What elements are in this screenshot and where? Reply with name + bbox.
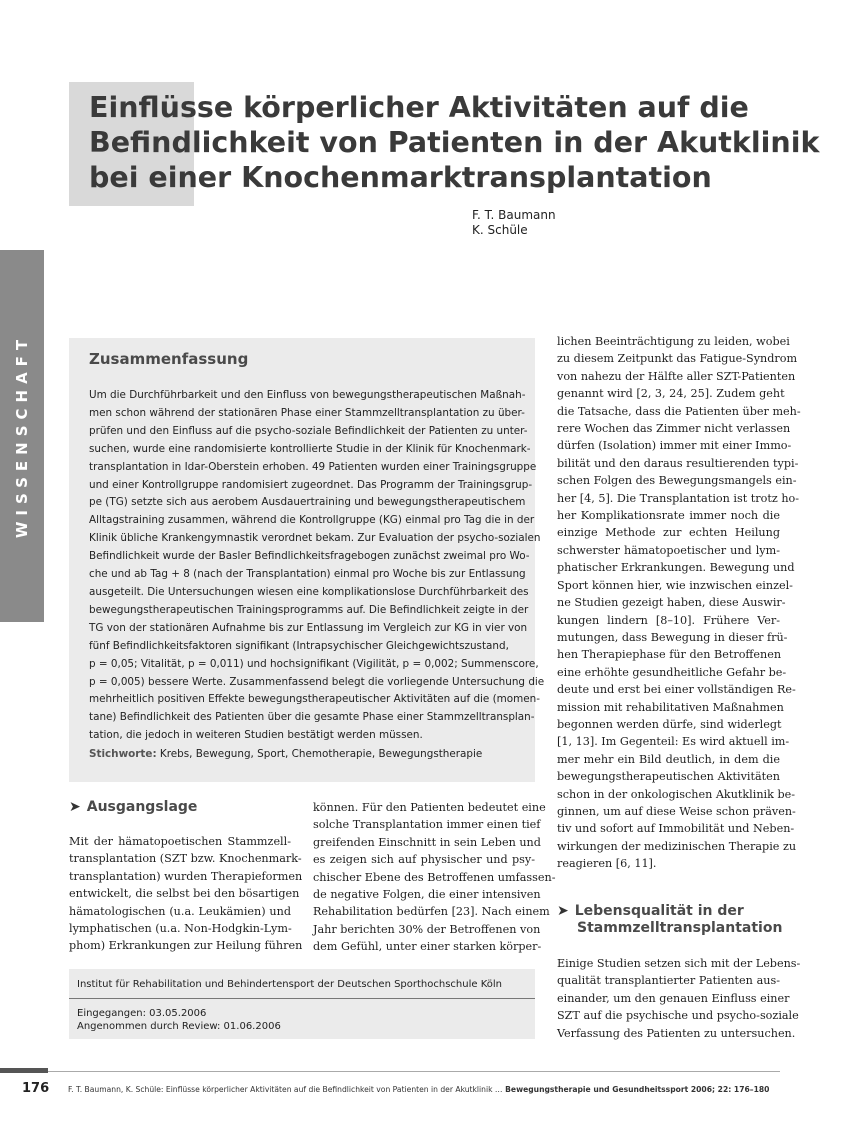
author: K. Schüle xyxy=(472,223,528,237)
abstract-heading: Zusammenfassung xyxy=(89,350,249,368)
abstract-text: Um die Durchführbarkeit und den Einfluss von bewegungstherapeutischen Maßnah- men schon während der stationären Phase einer Stammzelltransplantation zu über- prüfen und den Einfluss auf die psycho-soziale Befindlichkeit der Patienten zu unter- suchen, wurde eine randomisierte kontrollierte Studie in der Klinik für Knochenmark- transplantation in Idar-Oberstein erhoben. 49 Patienten wurden einer Trainingsgruppe und einer Kontrollgruppe randomisiert zugeordnet. Das Programm der Trainingsgrup- pe (TG) setzte sich aus aerobem Ausdauertraining und bewegungstherapeutischem Alltagstraining zusammen, während die Kontrollgruppe (KG) einmal pro Tag die in der Klinik übliche Krankengymnastik verordnet bekam. Zur Evaluation der psycho-sozialen Befindlichkeit wurde der Basler Befindlichkeitsfragebogen zunächst zweimal pro Wo- che und ab Tag + 8 (nach der Transplantation) einmal pro Woche bis zur Entlassung ausgeteilt. Die Untersuchungen wiesen eine komplikationslose Durchführbarkeit des bewegungstherapeutischen Trainingsprogramms auf. Die Befindlichkeit zeigte in der TG von der stationären Aufnahme bis zur Entlassung im Vergleich zur KG in vier von fünf Befindlichkeitsfaktoren signifikant (Intrapsychischer Gleichgewichtszustand, p = 0,05; Vitalität, p = 0,011) und hochsignifikant (Vigilität, p = 0,002; Summenscore, p = 0,005) bessere Werte. Zusammenfassend belegt die vorliegende Untersuchung die mehrheitlich positiven Effekte bewegungstherapeutischer Aktivitäten auf die (momen- tane) Befindlichkeit des Patienten über die gesamte Phase einer Stammzelltransplan- tation, die jedoch in weiteren Studien bestätigt werden müssen. xyxy=(89,389,545,742)
accepted-date: Angenommen durch Review: 01.06.2006 xyxy=(77,1020,281,1032)
arrow-right-icon: ➤ xyxy=(557,903,569,919)
institution-box xyxy=(69,969,535,1039)
abstract-box xyxy=(69,338,545,782)
body-column-3: lichen Beeinträchtigung zu leiden, wobei zu diesem Zeitpunkt das Fatigue-Syndrom von nahezu der Hälfte aller SZT-Patienten genannt wird [2, 3, 24, 25]. Zudem geht die Tatsache, dass die Patienten über meh- rere Wochen das Zimmer nicht verlassen dürfen (Isolation) immer mit einer Immo- bilität und den daraus resultierenden typi- schen Folgen des Bewegungsmangels ein- her [4, 5]. Die Transplantation ist trotz ho- her Komplikationsrate immer noch die einzige Methode zur echten Heilung schwerster hämatopoetischer und lym- phatischer Erkrankungen. Bewegung und Sport können hier, wie inzwischen einzel- ne Studien gezeigt haben, diese Auswir- kungen lindern [8–10]. Frühere Ver- mutungen, dass Bewegung in dieser frü- hen Therapiephase für den Betroffenen eine erhöhte gesundheitliche Gefahr be- deute und erst bei einer vollständigen Re- mission mit rehabilitativen Maßnahmen begonnen werden dürfe, sind widerlegt [1, 13]. Im Gegenteil: Es wird aktuell im- mer mehr ein Bild deutlich, in dem die bewegungstherapeutischen Aktivitäten schon in der onkologischen Akutklinik be- ginnen, um auf diese Weise schon präven- tiv und sofort auf Immobilität und Neben- wirkungen der medizinischen Therapie zu reagieren [6, 11]. xyxy=(557,335,801,871)
institution-name: Institut für Rehabilitation und Behindertensport der Deutschen Sporthochschule Köln xyxy=(77,979,503,990)
page-number: 176 xyxy=(22,1081,50,1096)
keywords-list: Krebs, Bewegung, Sport, Chemotherapie, Bewegungstherapie xyxy=(156,748,483,760)
side-tab-label: WISSENSCHAFT xyxy=(13,333,31,539)
body-column-2: können. Für den Patienten bedeutet eine solche Transplantation immer einen tief greifenden Einschnitt in sein Leben und es zeigen sich auf physischer und psy- chischer Ebene des Betroffenen umfassen- de negative Folgen, die einer intensiven Rehabilitation bedürfen [23]. Nach einem Jahr berichten 30% der Betroffenen von dem Gefühl, unter einer starken körper- xyxy=(313,801,556,954)
keywords-label: Stichworte: xyxy=(89,748,157,760)
footer-citation: F. T. Baumann, K. Schüle: Einflüsse körperlicher Aktivitäten auf die Befindlichkeit von Patienten in der Akutklinik … Bewegungstherapie und Gesundheitssport 2006; 22: 176–180 xyxy=(68,1085,770,1094)
arrow-right-icon: ➤ xyxy=(69,799,81,815)
keywords xyxy=(89,748,482,760)
section-heading-lebensqualitaet: ➤ Lebensqualität in der Stammzelltransplantation xyxy=(557,903,783,936)
body-column-1: Mit der hämatopoetischen Stammzell- transplantation (SZT bzw. Knochenmark- transplantation) wurden Therapieformen entwickelt, die selbst bei den bösartigen hämatologischen (u.a. Leukämien) und lymphatischen (u.a. Non-Hodgkin-Lym- phom) Erkrankungen zur Heilung führen xyxy=(69,835,303,953)
divider xyxy=(69,998,535,999)
authors xyxy=(472,208,556,238)
section-heading-ausgangslage: ➤ Ausgangslage xyxy=(69,799,198,815)
submission-dates xyxy=(77,1008,281,1033)
author: F. T. Baumann xyxy=(472,208,556,222)
received-date: Eingegangen: 03.05.2006 xyxy=(77,1008,207,1019)
body-column-3-section-2: Einige Studien setzen sich mit der Lebens- qualität transplantierter Patienten aus- einander, um den genauen Einfluss einer SZT auf die psychische und psycho-soziale Verfassung des Patienten zu untersuchen. xyxy=(557,957,801,1040)
footer-divider xyxy=(48,1071,780,1072)
footer-accent-bar xyxy=(0,1068,48,1073)
article-title: Einflüsse körperlicher Aktivitäten auf die Befindlichkeit von Patienten in der Akutklinik bei einer Knochenmarktransplantation xyxy=(89,91,820,194)
